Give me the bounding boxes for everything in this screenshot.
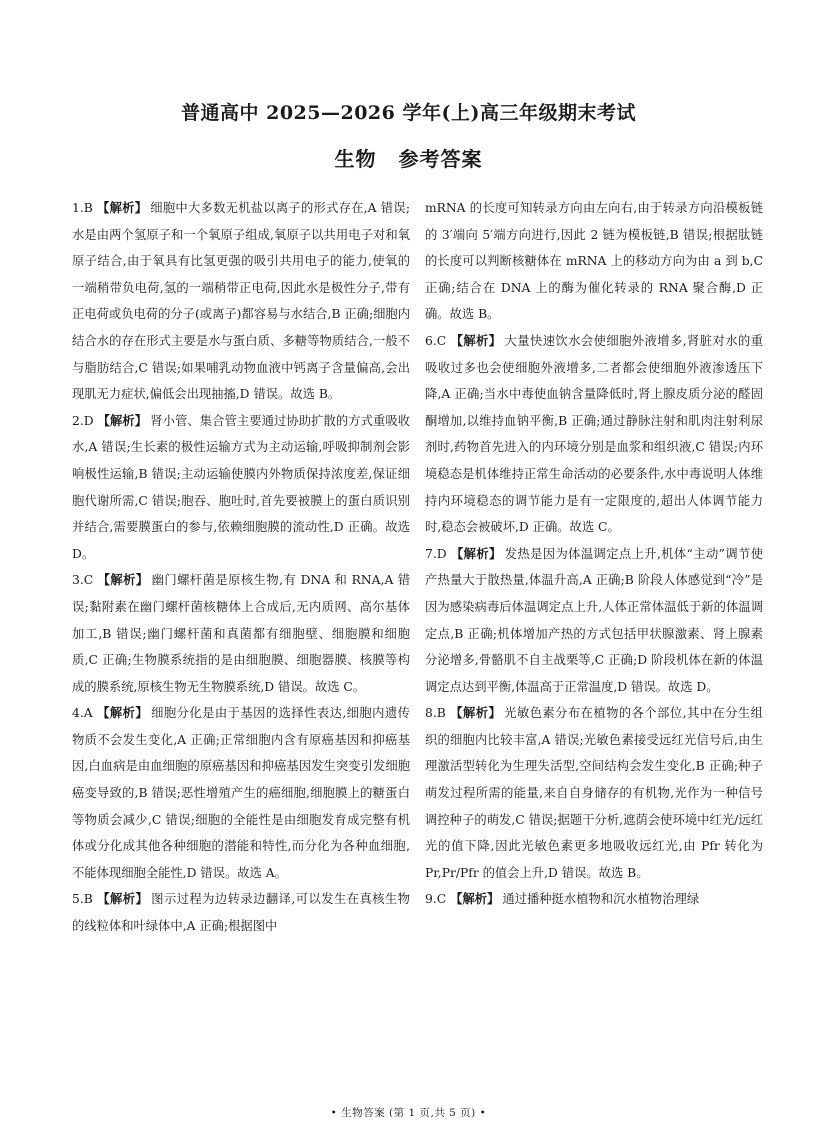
analysis-tag: 【解析】 [96, 200, 148, 215]
answer-number: 8.B [425, 706, 446, 721]
doc-type-label: 参考答案 [398, 147, 483, 171]
analysis-tag: 【解析】 [450, 545, 502, 561]
answer-item-5 [72, 886, 410, 939]
analysis-tag: 【解析】 [449, 705, 502, 721]
left-column [72, 195, 410, 940]
subject-label: 生物 [334, 147, 377, 171]
answer-text: 幽门螺杆菌是原核生物,有 DNA 和 RNA,A 错误;黏附素在幽门螺杆菌核糖体上合成后,无内质网、高尔基体加工,B 错误;幽门螺杆菌和真菌都有细胞壁、细胞膜和细胞质,C 正确;生物膜系统指的是由细胞膜、细胞器膜、核膜等构成的膜系统,原核生物无生物膜系统,D 错误。故选 C。 [72, 573, 410, 694]
answer-text: 光敏色素分布在植物的各个部位,其中在分生组织的细胞内比较丰富,A 错误;光敏色素接受远红光信号后,由生理激活型转化为生理失活型,空间结构会发生变化,B 正确;种子萌发过程所需的能量,来自自身储存的有机物,光作为一种信号调控种子的萌发,C 错误;据题干分析,遮荫会使环境中红光/远红光的值下降,因此光敏色素更多地吸收远红光,由 Pfr 转化为 Pr,Pr/Pfr 的值会上升,D 错误。故选 B。 [425, 706, 763, 880]
answer-item-4 [72, 700, 410, 886]
answer-item-1 [72, 195, 410, 408]
answer-text: 细胞中大多数无机盐以离子的形式存在,A 错误;水是由两个氢原子和一个氧原子组成,氧原子以共用电子对和氧原子结合,由于氧具有比氢更强的吸引共用电子的能力,使氧的一端稍带负电荷,氢的一端稍带正电荷,因此水是极性分子,带有正电荷或负电荷的分子(或离子)都容易与水结合,B 正确;细胞内结合水的存在形式主要是水与蛋白质、多糖等物质结合,一般不与脂肪结合,C 错误;如果哺乳动物血液中钙离子含量偏高,会出现肌无力症状,偏低会出现抽搐,D 错误。故选 B。 [72, 201, 411, 402]
doc-subtitle [0, 143, 817, 172]
answer-text: mRNA 的长度可知转录方向由左向右,由于转录方向沿模板链的 3′端向 5′端方向进行,因此 2 链为模板链,B 错误;根据肽链的长度可以判断核糖体在 mRNA 上的移动方向为由 a 到 b,C 正确;结合在 DNA 上的酶为催化转录的 RNA 聚合酶,D 正确。故选 B。 [425, 201, 763, 322]
answer-number: 1.B [72, 201, 93, 215]
answer-text: 细胞分化是由于基因的选择性表达,细胞内遗传物质不会发生变化,A 正确;正常细胞内含有原癌基因和抑癌基因,白血病是由血细胞的原癌基因和抑癌基因发生突变引发细胞癌变导致的,B 错误;恶性增殖产生的癌细胞,细胞膜上的糖蛋白等物质会减少,C 错误;细胞的全能性是由细胞发育成完整有机体或分化成其他各种细胞的潜能和特性,而分化为各种血细胞,不能体现细胞全能性,D 错误。故选 A。 [72, 706, 410, 880]
page-footer: • 生物答案 (第 1 页,共 5 页) • [330, 1107, 487, 1119]
analysis-tag: 【解析】 [97, 572, 149, 588]
analysis-tag: 【解析】 [97, 412, 148, 428]
answer-number: 7.D [425, 546, 447, 561]
answer-item-5-continued [425, 195, 763, 328]
answer-text: 肾小管、集合管主要通过协助扩散的方式重吸收水,A 错误;生长素的极性运输方式为主动运输,呼吸抑制剂会影响极性运输,B 错误;主动运输使膜内外物质保持浓度差,保证细胞代谢所需,C 错误;胞吞、胞吐时,首先要被膜上的蛋白质识别并结合,需要膜蛋白的参与,依赖细胞膜的流动性,D 正确。故选 D。 [72, 413, 410, 561]
answer-text: 大量快速饮水会使细胞外液增多,肾脏对水的重吸收过多也会使细胞外液增多,二者都会使细胞外液渗透压下降,A 正确;当水中毒使血钠含量降低时,肾上腺皮质分泌的醛固酮增加,以维持血钠平衡,B 正确;通过静脉注射和肌肉注射利尿剂时,药物首先进入的内环境分别是血浆和组织液,C 错误;内环境稳态是机体维持正常生命活动的必要条件,水中毒说明人体维持内环境稳态的调节能力是有一定限度的,超出人体调节能力时,稳态会被破坏,D 正确。故选 C。 [425, 333, 763, 535]
answer-text: 图示过程为边转录边翻译,可以发生在真核生物的线粒体和叶绿体中,A 正确;根据图中 [72, 892, 410, 934]
answer-item-8 [425, 700, 763, 886]
answer-item-6 [425, 328, 763, 541]
answer-text: 通过播种挺水植物和沉水植物治理绿 [502, 892, 700, 907]
answer-item-3 [72, 567, 410, 700]
analysis-tag: 【解析】 [96, 891, 149, 907]
answer-number: 6.C [425, 333, 447, 348]
answer-number: 4.A [72, 706, 93, 721]
answer-number: 5.B [72, 892, 93, 907]
answer-text: 发热是因为体温调定点上升,机体“主动”调节使产热量大于散热量,体温升高,A 正确;B 阶段人体感觉到“冷”是因为感染病毒后体温调定点上升,人体正常体温低于新的体温调定点,B 正确;机体增加产热的方式包括甲状腺激素、肾上腺素分泌增多,骨骼肌不自主战栗等,C 正确;D 阶段机体在新的体温调定点达到平衡,体温高于正常温度,D 错误。故选 D。 [425, 546, 763, 694]
answer-number: 9.C [425, 892, 447, 907]
analysis-tag: 【解析】 [450, 891, 500, 907]
answer-number: 3.C [72, 573, 94, 588]
answer-item-2 [72, 408, 410, 568]
answer-number: 2.D [72, 413, 94, 428]
analysis-tag: 【解析】 [450, 332, 502, 348]
analysis-tag: 【解析】 [96, 705, 149, 721]
right-column [425, 195, 763, 913]
answer-item-9 [425, 886, 763, 913]
answer-item-7 [425, 541, 763, 701]
exam-title: 普通高中 2025—2026 学年(上)高三年级期末考试 [181, 102, 636, 124]
